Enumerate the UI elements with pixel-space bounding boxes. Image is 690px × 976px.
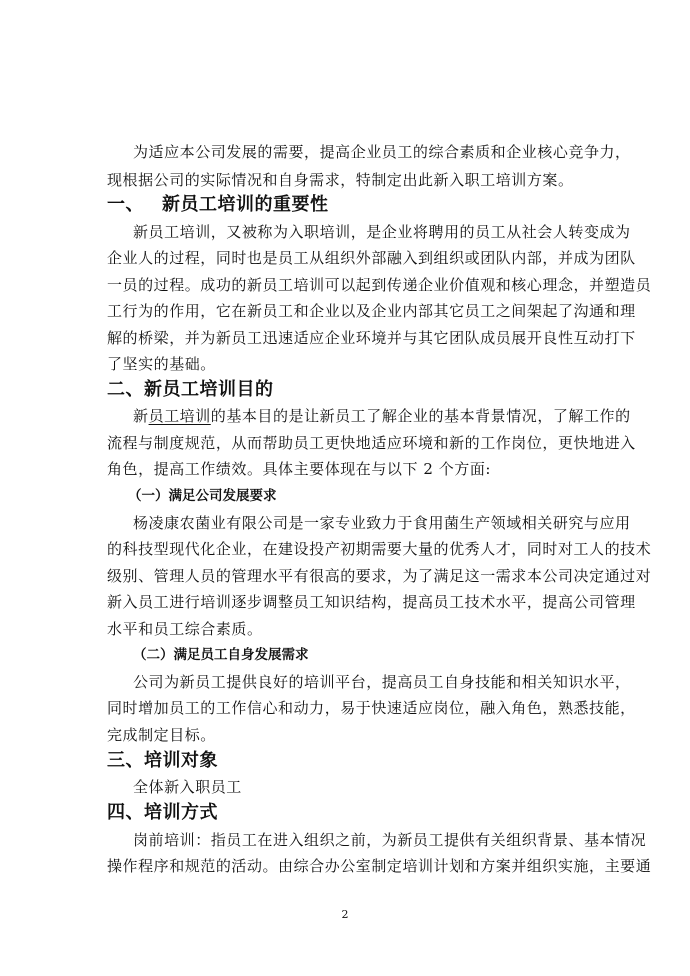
section-2-line: 流程与制度规范，从而帮助员工更快地适应环境和新的工作岗位，更快地进入 bbox=[107, 434, 636, 452]
section-4-line: 操作程序和规范的活动。由综合办公室制定培训计划和方案并组织实施，主要通 bbox=[107, 857, 652, 875]
subsection-2-line: 同时增加员工的工作信心和动力，易于快速适应岗位，融入角色，熟悉技能， bbox=[107, 699, 636, 717]
section-2-suffix: 的基本目的是让新员工了解企业的基本背景情况，了解工作的 bbox=[210, 407, 631, 425]
subsection-1-line: 级别、管理人员的管理水平有很高的要求，为了满足这一需求本公司决定通过对 bbox=[107, 567, 652, 585]
section-1-line: 了坚实的基础。 bbox=[107, 355, 216, 373]
employee-training-link[interactable]: 员工培训 bbox=[148, 407, 211, 425]
subsection-2-line: 公司为新员工提供良好的培训平台，提高员工自身技能和相关知识水平， bbox=[133, 673, 631, 691]
section-4-heading: 四、培训方式 bbox=[107, 802, 218, 823]
subsection-1-line: 水平和员工综合素质。 bbox=[107, 620, 263, 638]
section-1-line: 一员的过程。成功的新员工培训可以起到传递企业价值观和核心理念，并塑造员 bbox=[107, 276, 652, 294]
section-1-heading bbox=[107, 193, 329, 217]
section-1-title: 新员工培训的重要性 bbox=[162, 194, 329, 215]
page-number: 2 bbox=[341, 908, 349, 921]
subsection-1-line: 新入员工进行培训逐步调整员工知识结构，提高员工技术水平，提高公司管理 bbox=[107, 593, 636, 611]
section-1-number: 一、 bbox=[107, 194, 144, 215]
section-2-prefix: 新 bbox=[133, 407, 149, 425]
section-2-paragraph-line bbox=[133, 406, 631, 426]
section-1-line: 解的桥梁，并为新员工迅速适应企业环境并与其它团队成员展开良性互动打下 bbox=[107, 329, 636, 347]
section-3-line: 全体新入职员工 bbox=[133, 778, 242, 796]
section-2-heading: 二、新员工培训目的 bbox=[107, 379, 274, 400]
subsection-2-line: 完成制定目标。 bbox=[107, 726, 216, 744]
section-1-line: 企业人的过程，同时也是员工从组织外部融入到组织或团队内部，并成为团队 bbox=[107, 249, 636, 267]
subsection-1-heading: （一）满足公司发展要求 bbox=[128, 488, 277, 504]
section-1-line: 新员工培训，又被称为入职培训，是企业将聘用的员工从社会人转变成为 bbox=[133, 223, 631, 241]
intro-line-1: 为适应本公司发展的需要，提高企业员工的综合素质和企业核心竞争力， bbox=[133, 143, 631, 161]
section-3-heading: 三、培训对象 bbox=[107, 750, 218, 771]
subsection-1-line: 杨凌康农菌业有限公司是一家专业致力于食用菌生产领域相关研究与应用 bbox=[133, 514, 631, 532]
subsection-2-heading: （二）满足员工自身发展需求 bbox=[133, 647, 309, 663]
section-2-line: 角色，提高工作绩效。具体主要体现在与以下 2 个方面: bbox=[107, 460, 491, 478]
section-4-line: 岗前培训：指员工在进入组织之前，为新员工提供有关组织背景、基本情况 bbox=[133, 831, 647, 849]
subsection-1-line: 的科技型现代化企业，在建设投产初期需要大量的优秀人才，同时对工人的技术 bbox=[107, 540, 652, 558]
section-1-line: 工行为的作用，它在新员工和企业以及企业内部其它员工之间架起了沟通和理 bbox=[107, 302, 636, 320]
intro-line-2: 现根据公司的实际情况和自身需求，特制定出此新入职工培训方案。 bbox=[107, 171, 574, 189]
